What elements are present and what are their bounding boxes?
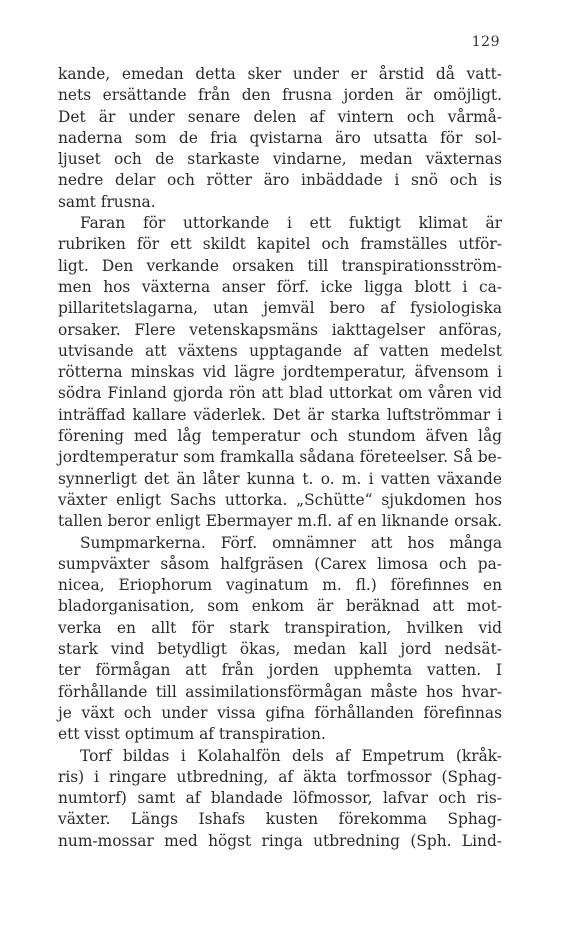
text-line: Torf bildas i Kolahalfön dels af Empetrum (kråk- <box>80 746 502 765</box>
text-line: utvisande att växtens upptagande af vatten medelst <box>58 341 502 360</box>
text-line: tallen beror enligt Ebermayer m.fl. af en liknande orsak. <box>58 512 502 531</box>
text-line: inträffad kallare väderlek. Det är starka luftströmmar i <box>58 405 502 424</box>
text-line: rötterna minskas vid lägre jordtemperatur, äfvensom i <box>58 363 502 382</box>
text-line: jordtemperatur som framkalla sådana företeelser. Så be- <box>58 448 502 467</box>
text-line: förhållande till assimilationsförmågan måste hos hvar- <box>58 682 502 701</box>
text-line: ljuset och de starkaste vindarne, medan växternas <box>58 150 502 169</box>
text-line: växter enligt Sachs uttorka. „Schütte“ sjukdomen hos <box>58 490 502 509</box>
text-line: ligt. Den verkande orsaken till transpirationsström- <box>58 256 502 275</box>
text-line: bladorganisation, som enkom är beräknad att mot- <box>58 597 502 616</box>
text-line: kande, emedan detta sker under er årstid då vatt- <box>58 65 502 83</box>
text-line: nets ersättande från den frusna jorden är omöjligt. <box>58 86 502 105</box>
text-line: södra Finland gjorda rön att blad uttorkat om våren vid <box>58 384 502 403</box>
text-line: naderna som de fria qvistarna äro utsatta för sol- <box>58 128 502 147</box>
text-line: pillaritetslagarna, utan jemväl bero af fysiologiska <box>58 299 502 318</box>
text-line: ett visst optimum af transpiration. <box>58 725 326 744</box>
text-line: Sumpmarkerna. Förf. omnämner att hos många <box>80 533 502 552</box>
text-line: ter förmågan att från jorden upphemta vatten. I <box>58 661 502 680</box>
text-line: synnerligt det än låter kunna t. o. m. i vatten växande <box>58 469 502 488</box>
text-line: förening med låg temperatur och stundom äfven låg <box>58 427 502 446</box>
text-line: Det är under senare delen af vintern och vårmå- <box>58 107 502 126</box>
text-line: verka en allt för stark transpiration, hvilken vid <box>58 618 502 637</box>
text-line: numtorf) samt af blandade löfmossor, lafvar och ris- <box>58 789 502 808</box>
page-number: 129 <box>471 34 500 50</box>
text-line: Faran för uttorkande i ett fuktigt klimat är <box>80 214 502 233</box>
text-line: stark vind betydligt ökas, medan kall jord nedsät- <box>58 640 502 659</box>
text-line: ris) i ringare utbredning, af äkta torfmossor (Sphag- <box>58 767 502 786</box>
text-line: num-mossar med högst ringa utbredning (Sph. Lind- <box>58 831 502 850</box>
text-line: sumpväxter såsom halfgräsen (Carex limosa och pa- <box>58 554 502 573</box>
text-line: men hos växterna anser förf. icke ligga blott i ca- <box>58 277 502 296</box>
text-line: nedre delar och rötter äro inbäddade i snö och is <box>58 171 502 190</box>
text-line: orsaker. Flere vetenskapsmäns iakttagelser anföras, <box>58 320 502 339</box>
text-line: nicea, Eriophorum vaginatum m. fl.) förefinnes en <box>58 576 502 595</box>
text-line: je växt och under vissa gifna förhållanden förefinnas <box>58 703 502 722</box>
text-line: samt frusna. <box>58 192 156 211</box>
text-line: växter. Längs Ishafs kusten förekomma Sphag- <box>58 810 502 829</box>
body-text <box>58 64 502 852</box>
text-line: rubriken för ett skildt kapitel och framställes utför- <box>58 235 502 254</box>
